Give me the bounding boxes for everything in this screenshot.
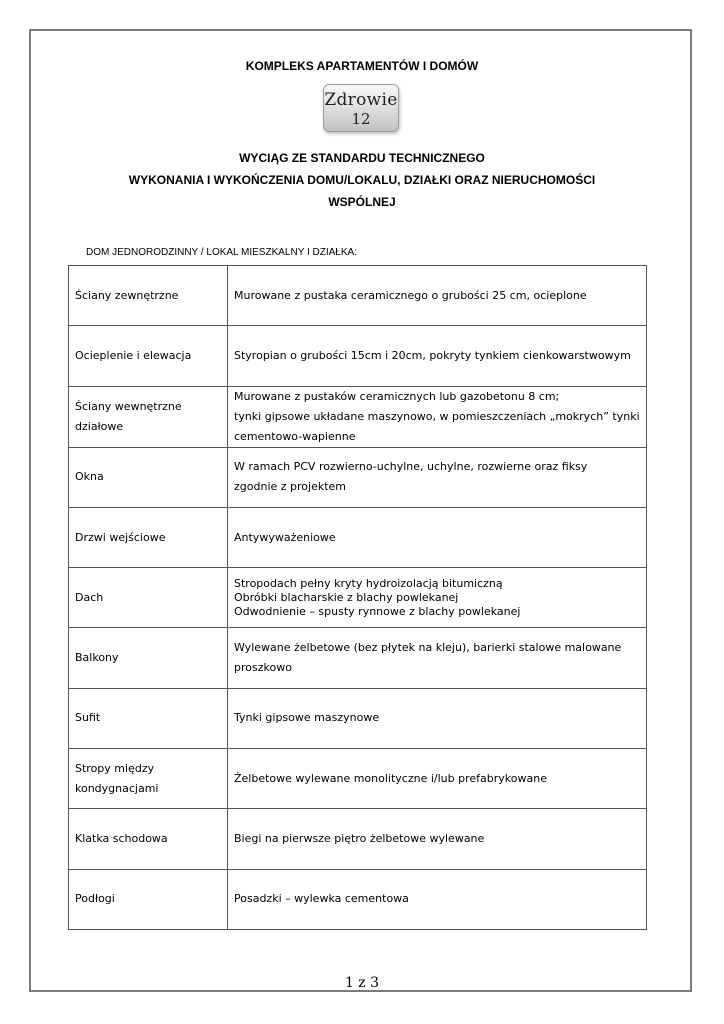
spec-value-cell: [228, 628, 647, 688]
spec-value-text: Biegi na pierwsze piętro żelbetowe wylewane: [234, 832, 485, 846]
document-title-line2: WYKONANIA I WYKOŃCZENIA DOMU/LOKALU, DZIAŁKI ORAZ NIERUCHOMOŚCI: [128, 173, 596, 187]
spec-label-text: Ściany wewnętrzne: [75, 399, 182, 413]
table-row: [69, 266, 647, 326]
table-row: [69, 688, 647, 748]
company-heading: KOMPLEKS APARTAMENTÓW I DOMÓW: [245, 59, 479, 73]
logo-text-line1: Zdrowie: [324, 90, 398, 110]
table-row: [69, 749, 647, 809]
spec-value-cell: [228, 447, 647, 507]
spec-value-text: Murowane z pustaka ceramicznego o grubości 25 cm, ocieplone: [234, 288, 587, 302]
spec-label-text: Drzwi wejściowe: [75, 530, 166, 544]
spec-label-cell: [69, 507, 228, 567]
spec-value-cell: [228, 869, 647, 929]
zdrowie-12-logo: [323, 84, 399, 132]
spec-label-text: Podłogi: [75, 892, 115, 906]
table-row: [69, 568, 647, 628]
spec-value-text: proszkowo: [234, 661, 292, 675]
spec-value-text: Wylewane żelbetowe (bez płytek na kleju), barierki stalowe malowane: [234, 641, 622, 655]
spec-value-text: Posadzki – wylewka cementowa: [234, 892, 409, 906]
spec-value-text: Obróbki blacharskie z blachy powlekanej: [234, 590, 459, 604]
spec-label-text: Stropy między: [75, 761, 155, 775]
spec-label-cell: [69, 688, 228, 748]
spec-label-cell: [69, 326, 228, 386]
spec-value-text: zgodnie z projektem: [234, 480, 347, 494]
spec-value-cell: [228, 266, 647, 326]
spec-label-cell: [69, 869, 228, 929]
table-row: [69, 447, 647, 507]
spec-label-cell: [69, 809, 228, 869]
spec-label-text: Okna: [75, 470, 104, 484]
spec-label-text: Dach: [75, 590, 104, 604]
spec-label-text: Sufit: [75, 711, 101, 725]
spec-label-cell: [69, 447, 228, 507]
table-row: [69, 809, 647, 869]
logo-text-line2: 12: [351, 110, 371, 128]
spec-label-text: Klatka schodowa: [75, 832, 168, 846]
spec-value-cell: [228, 386, 647, 447]
spec-value-text: Żelbetowe wylewane monolityczne i/lub prefabrykowane: [234, 771, 547, 785]
spec-label-cell: [69, 266, 228, 326]
table-row: [69, 628, 647, 688]
spec-value-text: Murowane z pustaków ceramicznych lub gazobetonu 8 cm;: [234, 389, 560, 403]
document-title-line3: WSPÓLNEJ: [328, 195, 396, 209]
table-row: [69, 507, 647, 567]
spec-value-text: Antywyważeniowe: [234, 530, 336, 544]
table-row: [69, 326, 647, 386]
spec-label-cell: [69, 386, 228, 447]
spec-label-text: Ściany zewnętrzne: [75, 288, 179, 302]
table-row: [69, 386, 647, 447]
spec-value-cell: [228, 809, 647, 869]
spec-value-text: W ramach PCV rozwierno-uchylne, uchylne, rozwierne oraz fiksy: [234, 460, 588, 474]
spec-label-text: Balkony: [75, 651, 119, 665]
table-row: [69, 869, 647, 929]
spec-label-text: kondygnacjami: [75, 781, 159, 795]
spec-value-cell: [228, 688, 647, 748]
spec-value-text: tynki gipsowe układane maszynowo, w pomieszczeniach „mokrych” tynki: [234, 409, 640, 423]
spec-value-cell: [228, 568, 647, 628]
spec-label-cell: [69, 749, 228, 809]
spec-value-text: cementowo-wapienne: [234, 429, 356, 443]
spec-label-cell: [69, 628, 228, 688]
spec-value-cell: [228, 326, 647, 386]
spec-label-text: działowe: [75, 419, 124, 433]
spec-value-text: Odwodnienie – spusty rynnowe z blachy powlekanej: [234, 604, 521, 618]
spec-table: [68, 265, 647, 930]
spec-value-cell: [228, 507, 647, 567]
spec-value-text: Tynki gipsowe maszynowe: [234, 711, 380, 725]
spec-value-cell: [228, 749, 647, 809]
document-title-line1: WYCIĄG ZE STANDARDU TECHNICZNEGO: [239, 151, 485, 165]
page-number: 1 z 3: [344, 975, 380, 991]
spec-label-text: Ocieplenie i elewacja: [75, 348, 192, 362]
spec-value-text: Stropodach pełny kryty hydroizolacją bitumiczną: [234, 576, 503, 590]
spec-label-cell: [69, 568, 228, 628]
spec-value-text: Styropian o grubości 15cm i 20cm, pokryty tynkiem cienkowarstwowym: [234, 348, 631, 362]
section-label: DOM JEDNORODZINNY / LOKAL MIESZKALNY I DZIAŁKA:: [86, 247, 357, 258]
